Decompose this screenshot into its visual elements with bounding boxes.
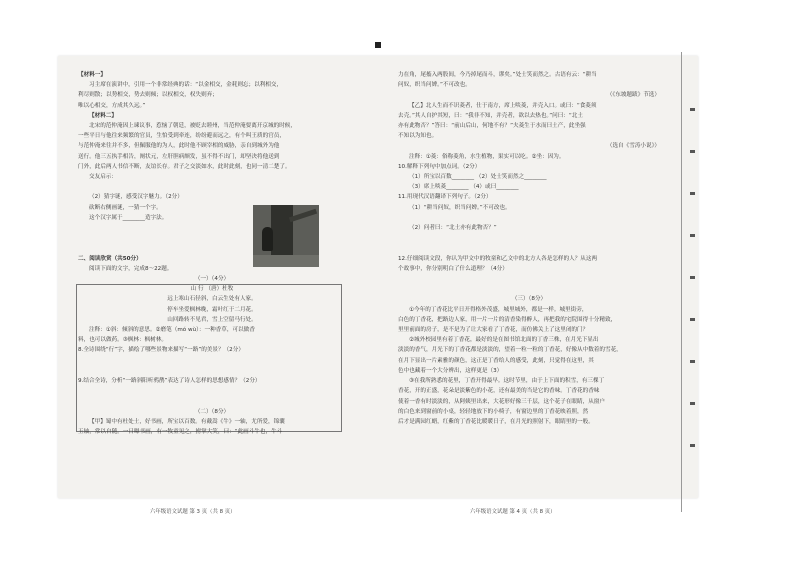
text-line: 与范仲淹来往并不多，但佩服他的为人，此时他不顾宰相的威胁，亲自到城外为他	[78, 143, 280, 150]
binding-mark	[690, 402, 695, 405]
text-line: 白色的丁香花，把路边人家，用一片一片的清香染得醉人，再把我的宅院围得十分精致，	[398, 316, 617, 323]
text-line: 习主席在演讲中，引用一个非常经典的话：“以金相交，金耗则忘；以利相交，	[89, 82, 283, 89]
text-line: ②城外校园里有着丁香花，最好的是在图书馆北面的丁香三株，在月光下显出	[409, 337, 599, 344]
text-line: 【甲】蜀中有杜处士，好书画，所宝以百数。有戴嵩《牛》一轴，尤所爱，锦囊	[89, 418, 285, 425]
text-line: 【材料一】	[78, 72, 106, 78]
text-line: 淡淡的香气，月光下的丁香花都是淡淡的，望着一粒一粒的丁香花，好像从中数着的雪花，	[398, 347, 622, 354]
text-line: 门外，此后两人书信不断，友谊长存。君子之交淡如水，此时此刻，也同一清二楚了。	[78, 163, 291, 170]
text-line: 9.结合全诗，分析“一路斜阳听鸦鹊”表达了诗人怎样的思想感情？（2分）	[78, 378, 261, 385]
text-line: （3）席上啖菱________ （4）或曰________	[409, 184, 519, 191]
left-page-footer: 六年级语文试题 第 3 页（共 8 页）	[150, 509, 236, 515]
text-line: 问奴，织当问婢。”不可改也。	[398, 82, 471, 89]
text-line	[78, 366, 346, 376]
text-line: 唯以心相交，方成其久远。”	[78, 102, 146, 109]
binding-mark	[690, 276, 695, 279]
text-line: 香花，开的正盛，花朵是淡紫色的小花，还有最美的当是它的香味。丁香花的香味	[398, 388, 600, 395]
binding-mark	[690, 150, 695, 153]
text-line: 亦有此物否？”答曰：“前山后山，何地不有？”夫菱生于水而曰土产，此坐强	[398, 123, 586, 130]
binding-line	[681, 52, 682, 512]
registration-mark	[375, 42, 381, 48]
text-line: 料，也可以做药。③枫林：枫树林。	[78, 337, 167, 344]
text-line: （一）（4分）	[194, 276, 230, 283]
text-line: 山回路转不见君，雪上空留马行处。	[167, 316, 257, 323]
text-line: 停车坐爱枫林晚，霜叶红于二月花。	[167, 306, 257, 313]
binding-mark	[690, 108, 695, 111]
text-line: 玉轴，常以自随。一日曝书画，有一牧童见之，拊掌大笑，曰：“此画斗牛也，牛斗	[78, 429, 283, 436]
text-line: 【材料二】	[89, 112, 117, 119]
text-line: 阅读下面的文字，完成8～22题。	[89, 265, 173, 272]
text-line: （2）问者曰：“北土亦有此物否？”	[409, 225, 497, 232]
text-line: 砍断右侧画谜，一猜一个字。	[89, 204, 162, 211]
text-line: 里里前面的房子，是不是为了让大家看了丁香花，而仿佛关上了这里闭的门？	[398, 327, 589, 334]
text-line	[78, 243, 346, 253]
text-line: 10.解释下列句中加点词。（2分）	[398, 163, 481, 170]
text-line	[398, 213, 660, 223]
text-line: （选自《雪涛小说》）	[606, 143, 660, 150]
text-line: （1）所宝以百数________ （2）处士笑而然之________	[409, 174, 547, 181]
text-line: 【乙】北人生而不识菱者，仕于南方，席上啖菱，并壳入口。或曰：“食菱须	[409, 102, 597, 109]
text-line: 力在角，尾搐入两股间，今乃掉尾而斗，谬矣。”处士笑而然之。古语有云：“耕当	[398, 72, 597, 78]
text-line: （三）（8分）	[511, 296, 547, 303]
text-line	[398, 243, 660, 253]
text-line: 北宋的范仲淹因上谏议事，惹恼了朝廷，被贬去睦州，当范仲淹要离开京城的时候，	[89, 123, 296, 130]
text-line: 使着一香有时淡淡的，从阿姨里出来，大花形好像三千层，这个花子在眼睛，从窗户	[398, 398, 605, 405]
text-line	[78, 233, 346, 243]
text-line	[78, 223, 346, 233]
text-line: 11.用现代汉语翻译下列句子。（2分）	[398, 194, 492, 201]
text-line: 8.全诗围绕“行”字，描绘了哪些景物来描写“一路”的美景？（2分）	[78, 347, 244, 354]
text-line: 送行。他三五执手相告，阐状元，左肝胆病颇发，虽不得不出门，却坚决将他送到	[78, 153, 280, 160]
text-line: 去壳。”其人自护其短，曰：“我非不知，并壳者，欲以去热也。”问曰：“北土	[398, 112, 583, 119]
text-line: 这个汉字属于________造字法。	[89, 214, 168, 221]
text-line: 在月下显出一片素雅的颜色，这正是丁香给人的感受，此刻，只觉得在这里，其	[398, 357, 594, 364]
right-page-footer: 六年级语文试题 第 4 页（共 8 页）	[470, 509, 556, 515]
text-line	[78, 182, 346, 192]
text-line: 12.仔细阅读文段，你认为甲文中的牧童和乙文中的北方人各是怎样的人？从这两	[398, 255, 598, 262]
text-line	[78, 356, 346, 366]
text-line	[398, 284, 660, 294]
text-line: 注释：①斜：倾斜的意思。②磨笔（mó wù）：一种香草，可以做香	[89, 327, 255, 334]
text-line: 一些平日与他往来频繁的官员，生怕受到牵连，纷纷避而远之，有个叫王质的官员，	[78, 133, 285, 140]
binding-mark	[690, 192, 695, 195]
text-line: （1）“耕当问奴，织当问婢。”不可改也。	[409, 204, 511, 211]
text-line: （《东坡题跋》节选）	[606, 92, 660, 99]
binding-mark	[690, 444, 695, 447]
binding-mark	[690, 318, 695, 321]
text-line: 的白色来到窗前的小桌，轻轻地放下的小椅子，有窗边里的丁香花映着照，然	[398, 408, 589, 415]
right-page-column	[398, 70, 660, 427]
left-page-column	[78, 70, 346, 437]
text-line	[398, 274, 660, 284]
text-line: ①今年的丁香花比平日开得格外茂盛，城里城外，都是一样。城里街旁，	[409, 306, 588, 313]
text-line	[78, 386, 346, 396]
text-line: 后才是满园红蜡，红紫的丁香花比暖暖日子，在月光的照射下，眼睛里的一般。	[398, 418, 594, 425]
text-line: 注释：①菱：俗称菱角，水生植物，果实可以吃。②坐：因为。	[409, 153, 565, 160]
text-line: ③在我所熟悉的花里，丁香开得最早。这时节里，由于上下面的积雪，有三棵丁	[409, 378, 605, 385]
text-line	[78, 397, 346, 407]
text-line: 交友启示：	[89, 174, 117, 181]
text-line: 色中也藏着一个大分辨出，这样更是（3）	[398, 367, 503, 374]
text-line	[398, 233, 660, 243]
text-line: 不知以为知也。	[398, 133, 438, 140]
text-line: 山 行 （唐）杜牧	[190, 286, 234, 293]
text-line: 二、阅读欣赏（共50分）	[78, 255, 142, 262]
text-line: （2）猜字谜，感受汉字魅力。（2分）	[89, 194, 183, 201]
binding-mark	[690, 234, 695, 237]
text-line: 远上寒山石径斜，白云生处有人家。	[167, 296, 257, 303]
binding-mark	[690, 360, 695, 363]
text-line: （二）（8分）	[194, 408, 230, 415]
text-line: 个故事中，你分别明白了什么道理？（4分）	[398, 265, 508, 272]
text-line: 利尽则散；以势相交，势去则倾；以权相交，权失则弃；	[78, 92, 218, 99]
